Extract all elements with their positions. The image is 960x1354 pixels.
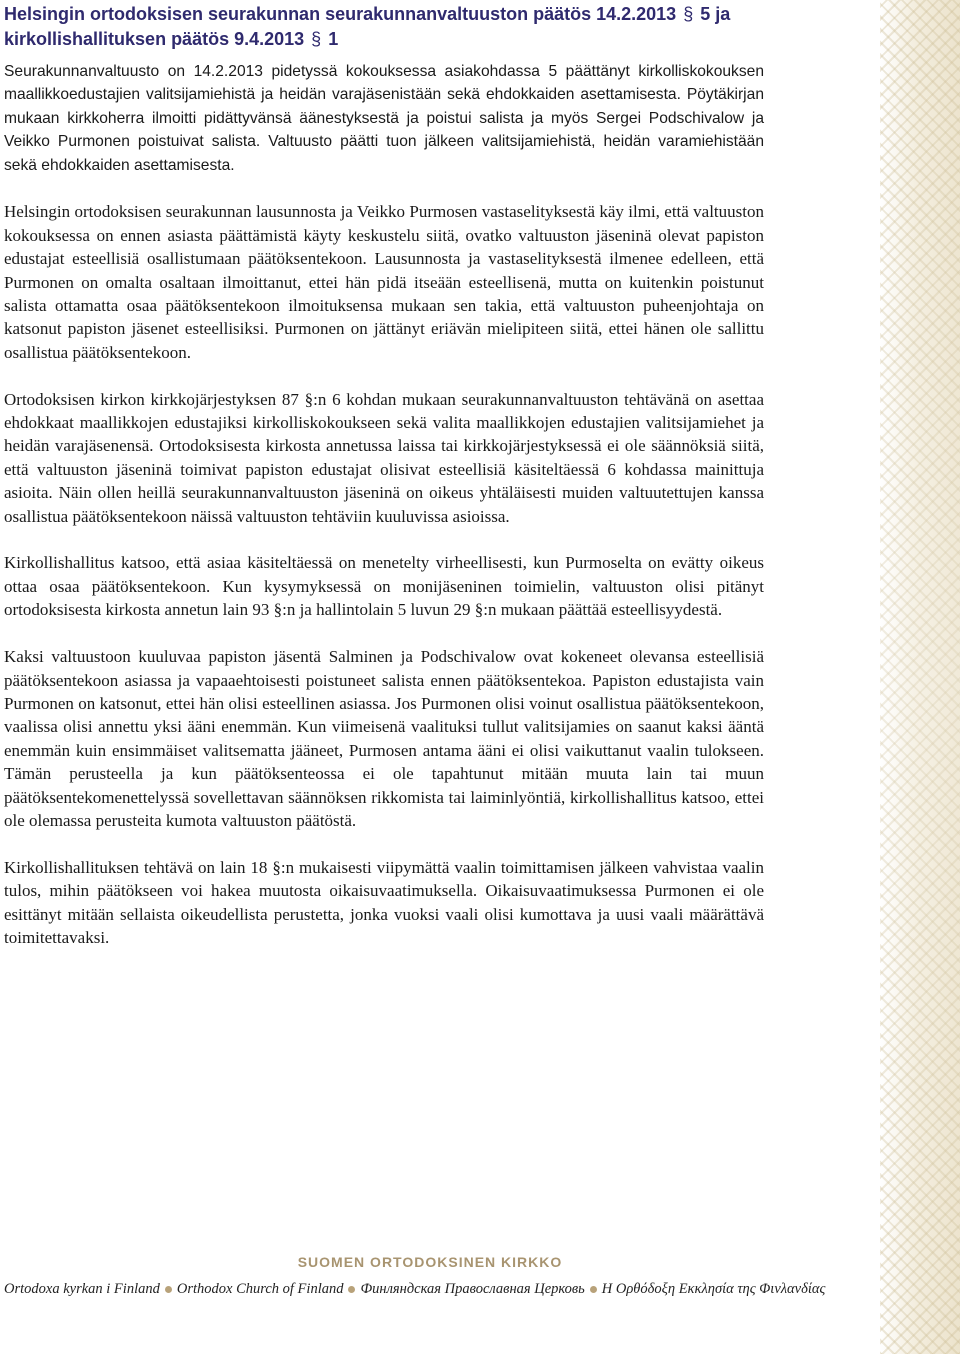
footer-name-russian: Финляндская Православная Церковь <box>360 1281 585 1297</box>
title-part-2: 5 ja kirkollishallituksen päätös 9.4.2013 <box>4 4 731 49</box>
page-title <box>4 2 864 52</box>
bullet-dot-icon <box>165 1286 172 1293</box>
footer-name-swedish: Ortodoxa kyrkan i Finland <box>4 1281 160 1297</box>
footer-name-english: Orthodox Church of Finland <box>176 1281 344 1297</box>
document-body <box>4 60 764 973</box>
paragraph: Kirkollishallituksen tehtävä on lain 18 §:n mukaisesti viipymättä vaalin toimittamisen jälkeen vahvistaa vaalin tulos, mihin päätökseen voi hakea muutosta oikaisuvaatimuksella. Oikaisuvaatimuksessa Purmonen ei ole esittänyt mitään sellaista oikeudellista perustetta, jonka vuoksi vaali olisi kumottava ja uusi vaali määrättävä toimitettavaksi. <box>4 857 764 947</box>
paragraph: Ortodoksisen kirkon kirkkojärjestyksen 87 §:n 6 kohdan mukaan seurakunnanvaltuuston tehtävänä on asettaa ehdokkaat maallikkojen edustajiksi kirkolliskokoukseen sekä valita maallikkojen edustajien valitsijamiehet ja heidän varajäsenensä. Ortodoksisesta kirkosta annetussa laissa tai kirkkojärjestyksessä ei ole säännöksiä siitä, että valtuuston jäseninä toimivat papiston edustajat olisivat esteellisiä käsiteltäessä 6 kohdassa mainittuja asioita. Näin ollen heillä seurakunnanvaltuuston jäseninä on oikeus yhtäläisesti muiden valtuutettujen kanssa osallistua päätöksentekoon näissä valtuuston tehtäviin kuuluvissa asioissa. <box>4 389 764 526</box>
paragraph: Kaksi valtuustoon kuuluvaa papiston jäsentä Salminen ja Podschivalow ovat kokeneet olevansa esteellisiä päätöksentekoon asiassa ja vapaaehtoisesti poistuneet salista ennen päätöksentekoa. Papiston edustajista vain Purmonen on katsonut, ettei hän olisi esteellinen asiassa. Jos Purmonen olisi voinut osallistua päätöksentekoon, vaalissa olisi annettu yksi ääni enemmän. Kun viimeisenä vaalituksi tullut valitsijamies on saanut kaksi ääntä enemmän kuin ensimmäiset valitsematta jääneet, Purmosen antama ääni ei olisi vaikuttanut vaalin tulokseen. Tämän perusteella ja kun päätöksenteossa ei ole tapahtunut mitään muuta lain tai muun päätöksentekomenettelyssä sovellettavan säännöksen rikkomista tai laiminlyöntiä, kirkollishallitus katsoo, ettei ole olemassa perusteita kumota valtuuston päätöstä. <box>4 647 764 830</box>
section-sign-icon: § <box>311 29 322 49</box>
footer-name-greek: Η Ορθόδοξη Εκκλησία της Φινλανδίας <box>601 1281 826 1297</box>
bullet-dot-icon <box>348 1286 355 1293</box>
footer-names <box>4 1281 864 1298</box>
bullet-dot-icon <box>590 1286 597 1293</box>
title-part-1: Helsingin ortodoksisen seurakunnan seurakunnanvaltuuston päätös 14.2.2013 <box>4 4 677 24</box>
decorative-border-fade <box>880 0 960 1354</box>
footer-organization: SUOMEN ORTODOKSINEN KIRKKO <box>297 1254 563 1270</box>
paragraph: Seurakunnanvaltuusto on 14.2.2013 pidetyssä kokouksessa asiakohdassa 5 päättänyt kirkolliskokouksen maallikkoedustajien valitsijamiehistä ja heidän varajäsenistään sekä ehdokkaiden asettamisesta. Pöytäkirjan mukaan kirkkoherra ilmoitti pidättyvänsä äänestyksestä ja poistui salista ja myös Sergei Podschivalow ja Veikko Purmonen poistuivat salista. Valtuusto päätti tuon jälkeen valitsijamiehistä, heidän varamiehistään sekä ehdokkaiden asettamisesta. <box>4 63 764 174</box>
paragraph: Helsingin ortodoksisen seurakunnan lausunnosta ja Veikko Purmosen vastaselityksestä käy ilmi, että valtuuston kokouksessa on ennen asiasta päättämistä käyty keskustelu siitä, ovatko valtuuston jäseninä olevat papiston edustajat esteellisiä osallistumaan päätöksentekoon. Lausunnosta ja vastaselityksestä ilmenee edelleen, että Purmonen on omalta osaltaan ilmoittanut, ettei hän pidä itseään esteellisenä, mutta on kuitenkin poistunut salista ottamatta osaa päätöksentekoon ilmoituksensa mukaan sen takia, että valtuuston puheenjohtaja on katsonut papiston jäsenet esteellisiksi. Purmonen on jättänyt eriävän mielipiteen siitä, ettei hänen ole sallittu osallistua päätöksentekoon. <box>4 202 764 362</box>
paragraph: Kirkollishallitus katsoo, että asiaa käsiteltäessä on menetelty virheellisesti, kun Purmoselta on evätty oikeus ottaa osaa päätöksentekoon. Kun kysymyksessä on monijäseninen toimielin, valtuuston olisi pitänyt ortodoksisesta kirkosta annetun lain 93 §:n ja hallintolain 5 luvun 29 §:n mukaan päättää esteellisyydestä. <box>4 553 764 620</box>
section-sign-icon: § <box>683 4 694 24</box>
footer-divider <box>0 1270 860 1271</box>
title-part-3: 1 <box>328 29 339 49</box>
